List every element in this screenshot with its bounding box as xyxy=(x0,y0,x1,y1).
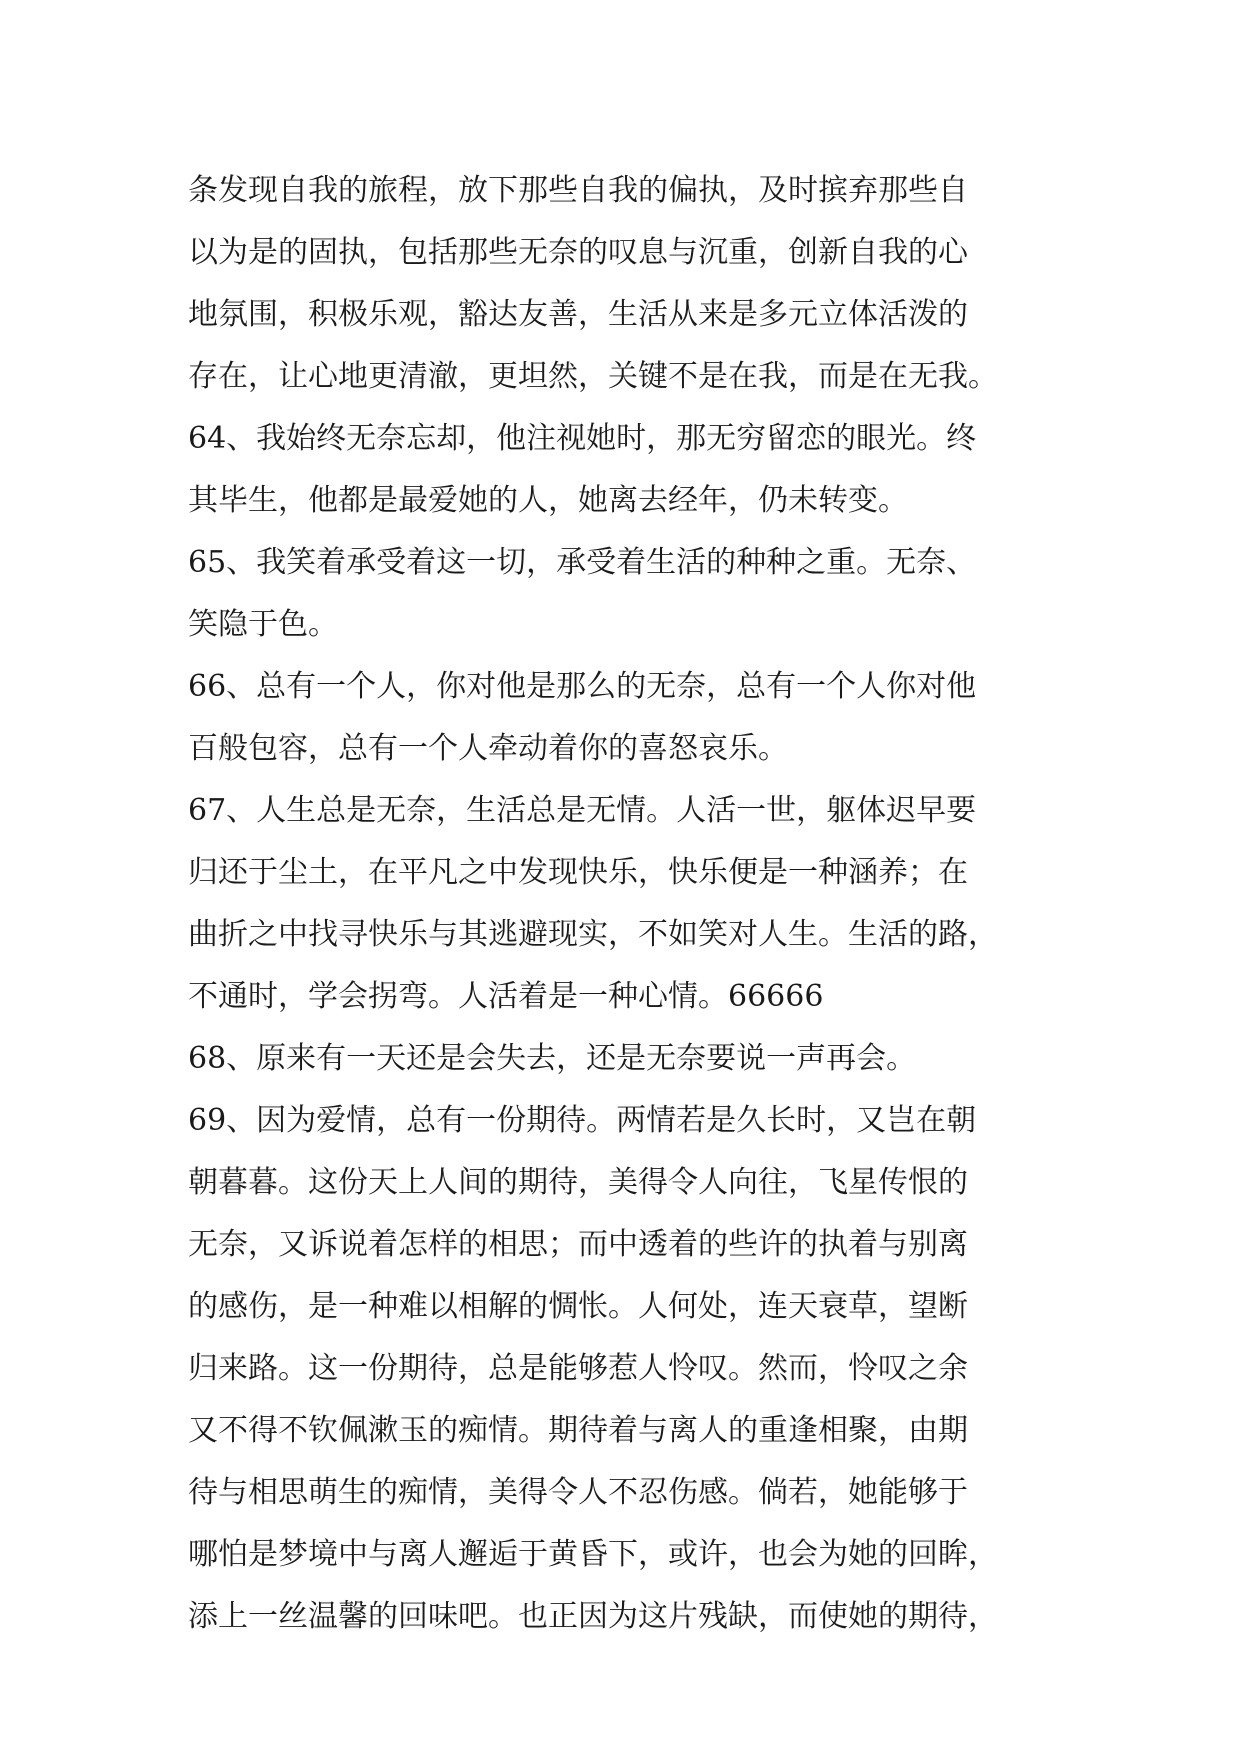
text-line: 归来路。这一份期待，总是能够惹人怜叹。然而，怜叹之余 xyxy=(188,1351,968,1386)
text-line: 归还于尘土，在平凡之中发现快乐，快乐便是一种涵养；在 xyxy=(188,855,968,890)
text-line: 67、人生总是无奈，生活总是无情。人活一世，躯体迟早要 xyxy=(188,793,977,828)
text-line: 待与相思萌生的痴情，美得令人不忍伤感。倘若，她能够于 xyxy=(188,1475,968,1510)
text-line: 朝暮暮。这份天上人间的期待，美得令人向往，飞星传恨的 xyxy=(188,1165,968,1200)
text-line: 64、我始终无奈忘却，他注视她时，那无穷留恋的眼光。终 xyxy=(188,421,977,456)
text-line: 哪怕是梦境中与离人邂逅于黄昏下，或许，也会为她的回眸， xyxy=(188,1537,998,1572)
text-line: 其毕生，他都是最爱她的人，她离去经年，仍未转变。 xyxy=(188,483,908,518)
text-line: 添上一丝温馨的回味吧。也正因为这片残缺，而使她的期待， xyxy=(188,1599,998,1634)
text-line: 曲折之中找寻快乐与其逃避现实，不如笑对人生。生活的路， xyxy=(188,917,998,952)
text-line: 又不得不钦佩漱玉的痴情。期待着与离人的重逢相聚，由期 xyxy=(188,1413,968,1448)
text-line: 百般包容，总有一个人牵动着你的喜怒哀乐。 xyxy=(188,731,788,766)
text-line: 无奈，又诉说着怎样的相思；而中透着的些许的执着与别离 xyxy=(188,1227,968,1262)
text-line: 笑隐于色。 xyxy=(188,607,338,642)
text-line: 条发现自我的旅程，放下那些自我的偏执，及时摈弃那些自 xyxy=(188,173,968,208)
text-line: 以为是的固执，包括那些无奈的叹息与沉重，创新自我的心 xyxy=(188,235,968,270)
body-text xyxy=(188,160,1068,1648)
text-line: 地氛围，积极乐观，豁达友善，生活从来是多元立体活泼的 xyxy=(188,297,968,332)
text-line: 65、我笑着承受着这一切，承受着生活的种种之重。无奈、 xyxy=(188,545,977,580)
text-line: 68、原来有一天还是会失去，还是无奈要说一声再会。 xyxy=(188,1041,917,1076)
text-line: 的感伤，是一种难以相解的惆怅。人何处，连天衰草，望断 xyxy=(188,1289,968,1324)
text-line: 69、因为爱情，总有一份期待。两情若是久长时，又岂在朝 xyxy=(188,1103,977,1138)
text-line: 66、总有一个人，你对他是那么的无奈，总有一个人你对他 xyxy=(188,669,977,704)
text-line: 不通时，学会拐弯。人活着是一种心情。66666 xyxy=(188,979,824,1014)
text-line: 存在，让心地更清澈，更坦然，关键不是在我，而是在无我。 xyxy=(188,359,998,394)
